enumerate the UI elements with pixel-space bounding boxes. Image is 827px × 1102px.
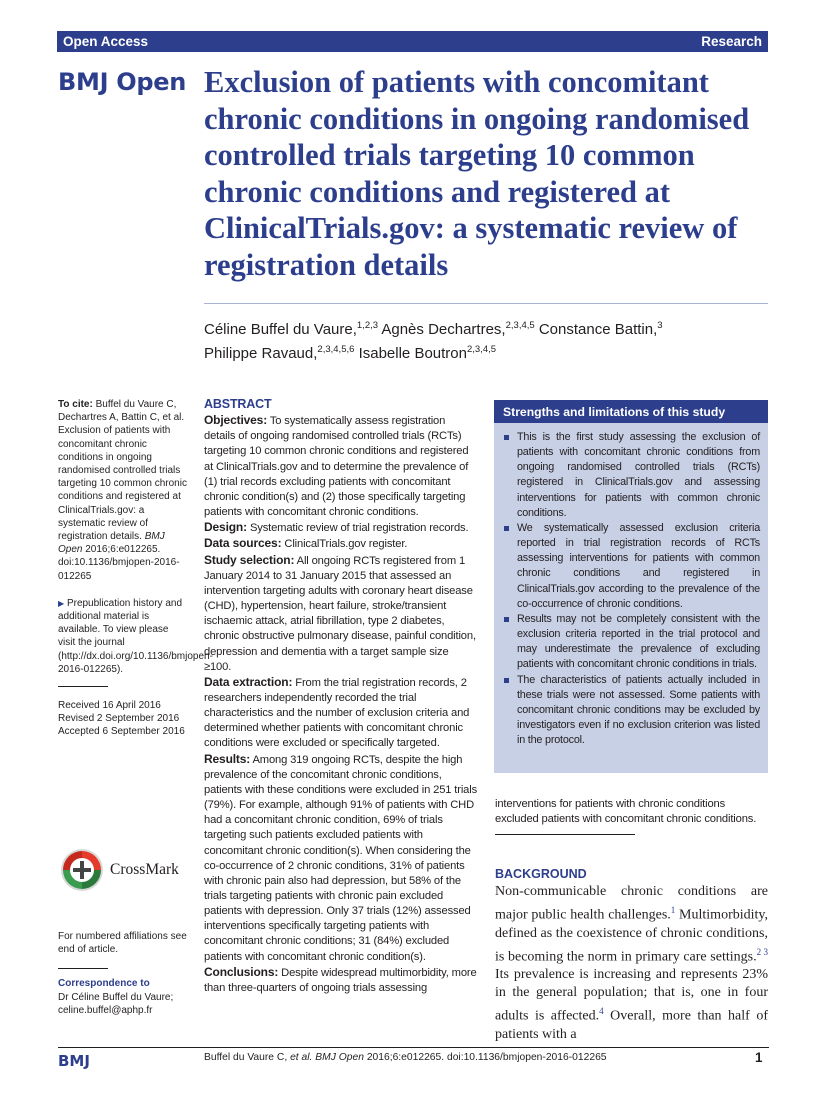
list-item: Results may not be completely consistent with the exclusion criteria reported in the trial protocol and may underestimate the prevalence of excluding patients with concomitant chronic conditions in trials.	[517, 612, 760, 673]
citation-block	[58, 398, 188, 583]
article-title: Exclusion of patients with concomitant chronic conditions in ongoing randomised controlled trials targeting 10 common chronic conditions and registered at ClinicalTrials.gov: a systematic review of registration details	[204, 65, 750, 282]
text-run: Non-communicable chronic conditions are major public health challenges.	[495, 884, 768, 923]
abstract-continued: interventions for patients with chronic conditions excluded patients with concomitant chronic conditions.	[495, 798, 757, 826]
section-text: ClinicalTrials.gov register.	[284, 538, 408, 551]
abstract-heading: ABSTRACT	[204, 397, 272, 411]
footer-logo: BMJ	[58, 1052, 90, 1070]
affiliations-note: For numbered affiliations see end of article.	[58, 931, 187, 956]
footer-ref: 2016;6:e012265. doi:10.1136/bmjopen-2016-012265	[366, 1052, 607, 1063]
section-label: Results:	[204, 751, 251, 766]
author-affiliation: 2,3,4,5	[505, 320, 535, 331]
author-name: Isabelle Boutron	[354, 345, 467, 362]
reference-link[interactable]: 2 3	[756, 946, 768, 957]
footer-citation	[204, 1052, 684, 1063]
footer-etal: et al.	[290, 1052, 313, 1063]
list-item: This is the first study assessing the exclusion of patients with concomitant chronic conditions from ongoing randomised controlled trials (RCTs) registered in ClinicalTrials.gov and assessing interventions for patients with common chronic conditions.	[517, 430, 760, 521]
dates-block	[58, 699, 188, 739]
crossmark-badge[interactable]	[60, 846, 190, 894]
text-run: Overall, more than half of patients with a	[495, 1008, 768, 1042]
correspondence-block	[58, 977, 188, 1017]
box-list	[494, 423, 768, 748]
open-access-label: Open Access	[63, 34, 149, 49]
background-heading: BACKGROUND	[495, 867, 587, 881]
section-label: Objectives:	[204, 413, 268, 428]
section-text: To systematically assess registration details of ongoing randomised controlled trials (RCTs) targeting 10 common chronic conditions and registered at ClinicalTrials.gov and to determine the prevalence of (1) trial records excluding patients with concomitant chronic condition(s) and (2) those specifically targeting patients with concomitant chronic conditions.	[204, 415, 469, 519]
section-label: Data extraction:	[204, 674, 293, 689]
text-run: Multimorbidity, defined as the coexistence of chronic conditions, is becoming the norm in primary care settings.	[495, 907, 768, 965]
author-affiliation: 2,3,4,5,6	[317, 344, 355, 355]
abstract-section	[204, 553, 478, 675]
correspondence-name: Dr Céline Buffel du Vaure;	[58, 991, 174, 1003]
prepub-text[interactable]: Prepublication history and additional material is available. To view please visit the journal (http://dx.doi.org/10.1136/bmjopen-2016-012265).	[58, 597, 213, 675]
author-name: Céline Buffel du Vaure,	[204, 321, 357, 338]
cite-ref: 2016;6:e012265. doi:10.1136/bmjopen-2016-012265	[58, 544, 180, 582]
background-section	[495, 867, 768, 1044]
abstract-section	[204, 965, 478, 996]
list-item: We systematically assessed exclusion criteria reported in trial registration records of RCTs assessing interventions for patients with common chronic conditions and registered in ClinicalTrials.gov according to the prevalence of the co-occurrence of chronic conditions.	[517, 521, 760, 612]
triangle-bullet-icon: ▶	[58, 598, 65, 608]
section-text: From the trial registration records, 2 researchers independently recorded the trial characteristics and the number of exclusion criteria and determined whether patients with concomitant chronic conditions were excluded or specifically targeted.	[204, 676, 470, 750]
correspondence-label: Correspondence to	[58, 978, 150, 990]
author-affiliation: 1,2,3	[356, 320, 379, 331]
crossmark-label: CrossMark	[110, 861, 179, 878]
page-number: 1	[755, 1050, 763, 1065]
author-list	[204, 316, 768, 364]
text-run: Its prevalence is increasing and represents 23% in the general population; that is, one in four adults is affected.	[495, 967, 768, 1024]
abstract-section	[204, 536, 478, 552]
author-name: Philippe Ravaud,	[204, 345, 318, 362]
reference-link[interactable]: 4	[599, 1006, 604, 1017]
footer-journal: BMJ Open	[315, 1052, 364, 1063]
box-heading: Strengths and limitations of this study	[494, 400, 768, 423]
section-text: Among 319 ongoing RCTs, despite the high prevalence of the concomitant chronic conditions, patients with these conditions were excluded in 251 trials (79%). For example, although 91% of patients with CHD had a concomitant chronic condition, 69% of trials targeting such patients excluded patients with concomitant chronic condition(s). When considering the co-occurrence of 2 chronic conditions, 31% of patients with chronic pain also had depression, but 58% of the trials targeting patients with chronic pain excluded patients with depression. Only 37 trials (12%) assessed interventions specifically targeting patients with concomitant chronic conditions; 31 (84%) excluded patients with concomitant chronic condition(s).	[204, 753, 478, 963]
strengths-limitations-box	[494, 400, 768, 773]
section-label: Conclusions:	[204, 964, 279, 979]
section-text: Systematic review of trial registration records.	[249, 522, 469, 535]
author-name: Constance Battin,	[534, 321, 658, 338]
section-label: Data sources:	[204, 536, 282, 551]
cite-journal: BMJ Open	[58, 531, 165, 556]
sidebar-lower	[58, 930, 188, 1017]
sidebar-divider	[58, 686, 108, 687]
footer-authors: Buffel du Vaure C,	[204, 1052, 288, 1063]
article-type-label: Research	[701, 34, 762, 49]
section-label: Study selection:	[204, 552, 295, 567]
sidebar	[58, 398, 213, 739]
crossmark-icon	[60, 848, 104, 892]
received-date: Received 16 April 2016	[58, 700, 161, 712]
abstract-section	[204, 520, 478, 536]
top-banner	[57, 31, 768, 52]
author-affiliation: 3	[657, 320, 663, 331]
footer-divider	[58, 1047, 769, 1048]
accepted-date: Accepted 6 September 2016	[58, 726, 185, 738]
abstract-end-rule	[495, 834, 635, 835]
journal-logo: BMJ Open	[58, 68, 187, 96]
abstract-section	[204, 413, 478, 520]
section-text: All ongoing RCTs registered from 1 January 2014 to 31 January 2015 that assessed an intervention targeting adults with coronary heart disease (CHD), hypertension, heart failure, stroke/transient ischaemic attack, atrial fibrillation, type 2 diabetes, chronic obstructive pulmonary disease, painful condition, depression and dementia with a target sample size ≥100.	[204, 554, 476, 673]
background-paragraph	[495, 883, 768, 1044]
revised-date: Revised 2 September 2016	[58, 713, 180, 725]
sidebar-divider	[58, 968, 108, 969]
cite-text: Buffel du Vaure C, Dechartres A, Battin C, et al. Exclusion of patients with concomitant chronic conditions in ongoing randomised controlled trials targeting 10 common chronic conditions and registered at ClinicalTrials.gov: a systematic review of registration details.	[58, 399, 187, 543]
list-item: The characteristics of patients actually included in these trials were not assessed. Some patients with concomitant chronic conditions may be excluded by investigators even if no exclusion criterion was listed in the protocol.	[517, 673, 760, 749]
author-affiliation: 2,3,4,5	[466, 344, 497, 355]
abstract	[204, 397, 478, 996]
author-name: Agnès Dechartres,	[378, 321, 506, 338]
cite-label: To cite:	[58, 399, 93, 410]
abstract-section	[204, 675, 478, 752]
title-divider	[204, 303, 768, 304]
section-label: Design:	[204, 520, 247, 535]
abstract-section	[204, 752, 478, 965]
section-text: Despite widespread multimorbidity, more than three-quarters of ongoing trials assessing	[204, 966, 477, 994]
prepub-note	[58, 597, 213, 676]
reference-link[interactable]: 1	[670, 905, 676, 915]
correspondence-email[interactable]: celine.buffel@aphp.fr	[58, 1004, 153, 1016]
